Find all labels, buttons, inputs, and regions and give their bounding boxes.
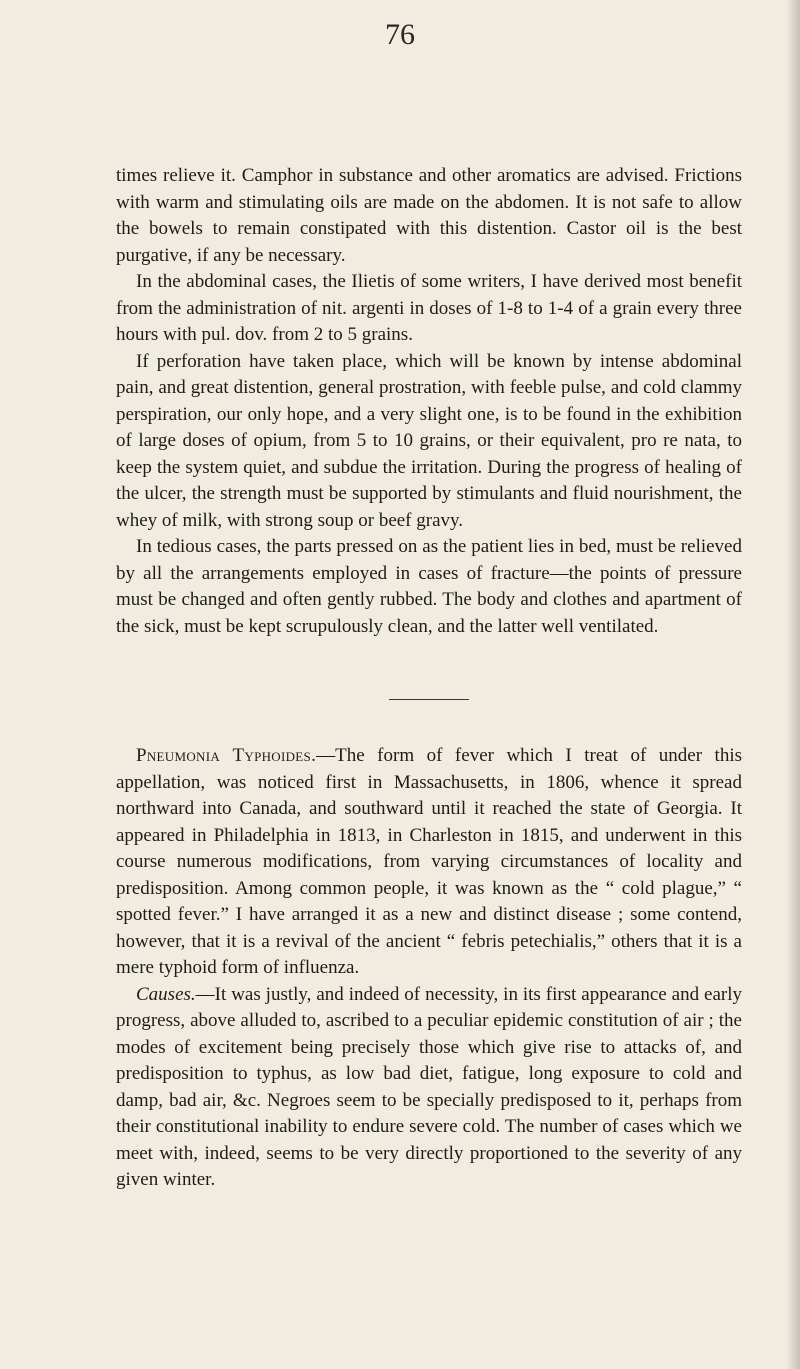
paragraph-text: —It was justly, and indeed of necessity, in its first appearance and early progress, above alluded to, ascribed to a peculiar epidemic constitution of air ; the modes of excitement being precisely those which give rise to attacks of, and predisposition to typhus, as low bad diet, fatigue, long exposure to cold and damp, bad air, &c. Negroes seem to be specially predisposed to it, perhaps from their constitutional inability to endure severe cold. The number of cases which we meet with, indeed, seems to be very directly proportioned to the severity of any given winter. bbox=[116, 983, 742, 1190]
section-divider bbox=[389, 699, 469, 700]
paragraph: In the abdominal cases, the Ilietis of some writers, I have derived most benefit from the administration of nit. argenti in doses of 1-8 to 1-4 of a grain every three hours with pul. dov. from 2 to 5 grains. bbox=[116, 271, 742, 345]
page-edge-shadow bbox=[786, 0, 800, 1369]
paragraph: In tedious cases, the parts pressed on as the patient lies in bed, must be relieved by all the arrangements employed in cases of fracture—the points of pressure must be changed and often gently rubbed. The body and clothes and apartment of the sick, must be kept scrupulously clean, and the latter well ventilated. bbox=[116, 536, 742, 637]
body-section-1 bbox=[116, 163, 742, 640]
paragraph-pneumonia-typhoides bbox=[116, 743, 742, 982]
body-section-2 bbox=[116, 743, 742, 1194]
section-heading: Pneumonia Typhoides. bbox=[136, 745, 317, 766]
paragraph-text: —The form of fever which I treat of under this appellation, was noticed first in Massachusetts, in 1806, whence it spread northward into Canada, and southward until it reached the state of Georgia. It appeared in Philadelphia in 1813, in Charleston in 1815, and underwent in this course numerous modifications, from varying circumstances of locality and predisposition. Among common people, it was known as the “ cold plague,” “ spotted fever.” I have arranged it as a new and distinct disease ; some contend, however, that it is a revival of the ancient “ febris petechialis,” others that it is a mere typhoid form of influenza. bbox=[116, 745, 742, 978]
page-number: 76 bbox=[385, 18, 415, 51]
paragraph: times relieve it. Camphor in substance and other aromatics are advised. Frictions with warm and stimulating oils are made on the abdomen. It is not safe to allow the bowels to remain constipated with this distention. Castor oil is the best purgative, if any be necessary. bbox=[116, 165, 742, 266]
causes-label: Causes. bbox=[136, 983, 196, 1005]
paragraph-causes bbox=[116, 982, 742, 1194]
paragraph: If perforation have taken place, which will be known by intense abdominal pain, and great distention, general prostration, with feeble pulse, and cold clammy perspiration, our only hope, and a very slight one, is to be found in the exhibition of large doses of opium, from 5 to 10 grains, or their equivalent, pro re nata, to keep the system quiet, and subdue the irritation. During the progress of healing of the ulcer, the strength must be supported by stimulants and fluid nourishment, the whey of milk, with strong soup or beef gravy. bbox=[116, 350, 742, 531]
